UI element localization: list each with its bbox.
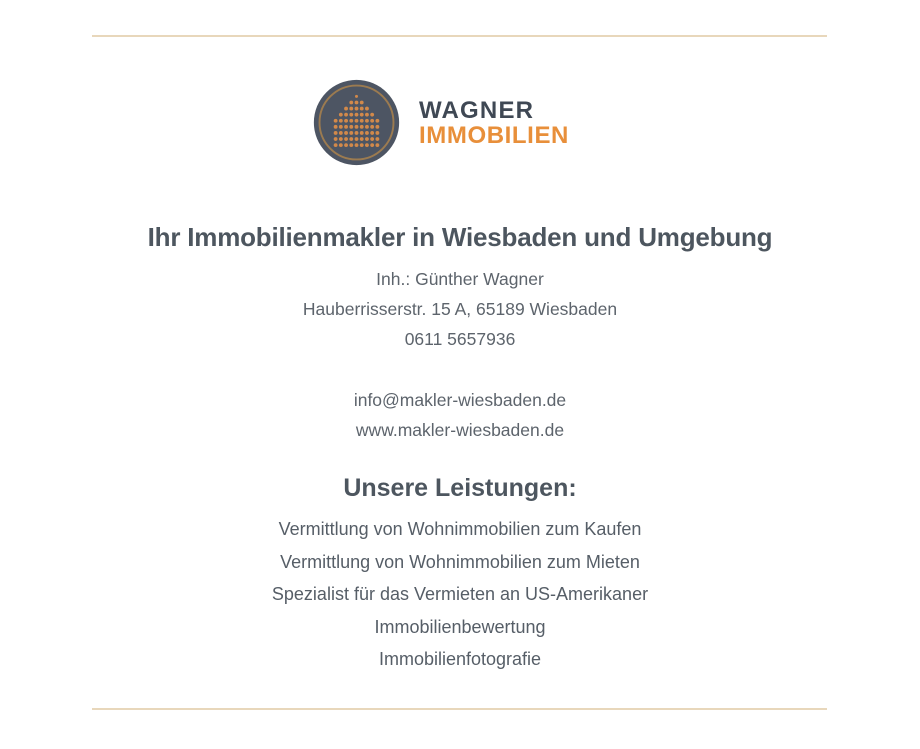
brand-name: WAGNER bbox=[419, 96, 535, 124]
bottom-divider bbox=[92, 708, 827, 710]
email-line: info@makler-wiesbaden.de bbox=[353, 390, 567, 410]
top-divider bbox=[92, 35, 827, 37]
services-heading: Unsere Leistungen: bbox=[343, 474, 577, 502]
list-item: Vermittlung von Wohnimmobilien zum Mieten bbox=[280, 551, 640, 572]
services-list bbox=[0, 513, 920, 676]
brand-wordmark bbox=[419, 98, 569, 148]
list-item: Immobilienbewertung bbox=[374, 616, 546, 637]
page-title: Ihr Immobilienmakler in Wiesbaden und Umgebung bbox=[147, 222, 773, 252]
company-logo bbox=[0, 79, 901, 166]
address-line: Hauberrisserstr. 15 A, 65189 Wiesbaden bbox=[302, 299, 618, 319]
list-item: Vermittlung von Wohnimmobilien zum Kaufen bbox=[278, 519, 642, 539]
website-line: www.makler-wiesbaden.de bbox=[355, 420, 565, 440]
contact-block bbox=[0, 264, 920, 354]
web-contact-block bbox=[0, 385, 920, 445]
brand-category: IMMOBILIEN bbox=[419, 121, 569, 149]
list-item: Spezialist für das Vermieten an US-Amerikaner bbox=[271, 584, 649, 604]
dotted-house-icon bbox=[313, 79, 400, 166]
list-item: Immobilienfotografie bbox=[378, 649, 542, 669]
phone-line: 0611 5657936 bbox=[404, 329, 516, 349]
owner-line: Inh.: Günther Wagner bbox=[376, 269, 544, 289]
